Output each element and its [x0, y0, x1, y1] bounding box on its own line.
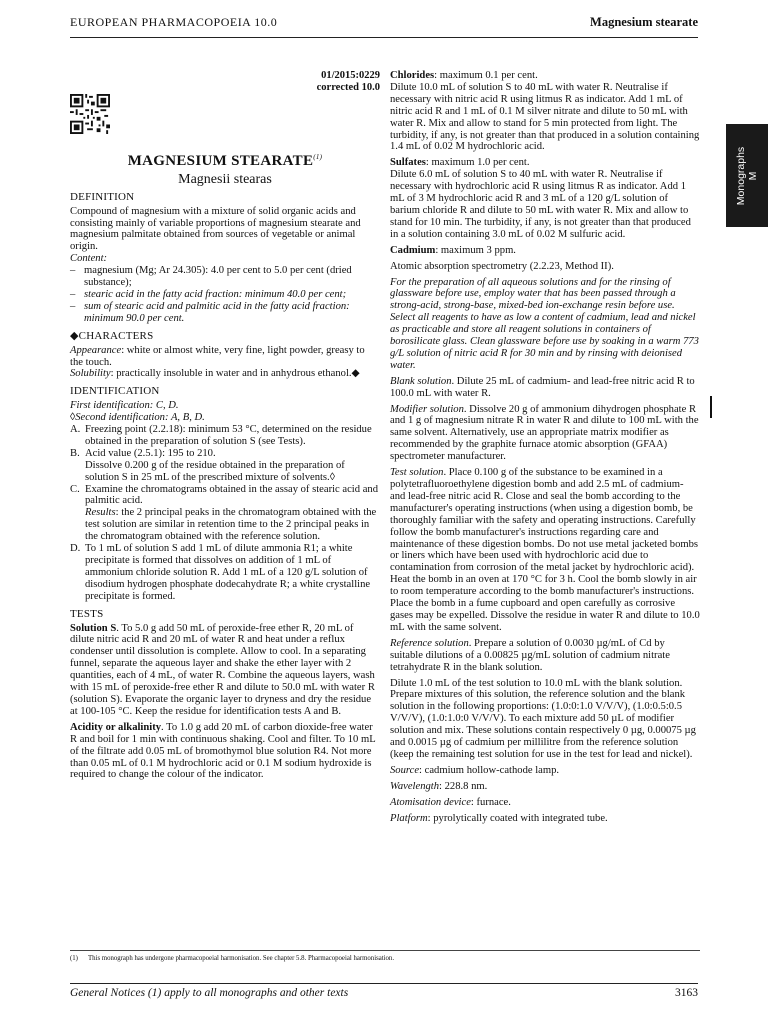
definition-text: Compound of magnesium with a mixture of solid organic acids and consisting mainly of variable proportions of magnesium stearate and magnesium palmitate obtained from sources of vegetable or animal origin. [70, 205, 361, 253]
chlorides-heading: Chlorides: maximum 0.1 per cent. [390, 70, 538, 81]
identification-c-results: Results: the 2 principal peaks in the chromatogram obtained with the test solution are similar in retention time to the 2 principal peaks in the chromatogram obtained with the reference solution. [85, 507, 377, 543]
latin-name: Magnesii stearas [178, 171, 272, 187]
monograph-correction: corrected 10.0 [316, 82, 380, 93]
first-identification: First identification: C, D. [70, 400, 179, 412]
blank-solution: Blank solution. Dilute 25 mL of cadmium- and lead-free nitric acid R to 100.0 mL with water R. [390, 375, 695, 399]
second-identification: ◊Second identification: A, B, D. [70, 412, 205, 424]
list-item: – magnesium (Mg; Ar 24.305): 4.0 per cent to 5.0 per cent (dried substance); [70, 265, 352, 289]
appearance-text: Appearance: white or almost white, very fine, light powder, greasy to the touch. [70, 344, 365, 368]
running-header-left: EUROPEAN PHARMACOPOEIA 10.0 [70, 15, 278, 29]
modifier-solution: Modifier solution. Dissolve 20 g of ammonium dihydrogen phosphate R and 1 g of magnesium nitrate R in water R and dilute to 100 mL with the same solvent. Alternatively, use an appropriate matrix modifier as recommended by the graphite furnace atomic absorption (GFAA) spectrometer manufacturer. [390, 403, 699, 463]
list-item: – stearic acid in the fatty acid fraction: minimum 40.0 per cent; [70, 288, 347, 300]
section-tab [726, 124, 768, 227]
list-item: – sum of stearic acid and palmitic acid in the fatty acid fraction: minimum 90.0 per cent. [70, 300, 350, 324]
footer-general-notices: General Notices (1) apply to all monographs and other texts [70, 987, 349, 999]
footnote: (1) This monograph has undergone pharmacopoeial harmonisation. See chapter 5.8. Pharmacopoeial harmonisation. [70, 950, 700, 963]
monograph-title: MAGNESIUM STEARATE$^{(1)}$ [127, 152, 323, 169]
right-column [390, 70, 700, 824]
title-footnote-ref: (1) [313, 152, 323, 161]
page-number: 3163 [675, 987, 698, 999]
qr-code-icon [70, 94, 110, 134]
section-heading-characters: ◆CHARACTERS [70, 329, 154, 342]
source-line: Source: cadmium hollow-cathode lamp. [390, 764, 560, 776]
test-solution: Test solution. Place 0.100 g of the substance to be examined in a polytetrafluoroethylene digestion bomb and add 2.5 mL of cadmium- and lead-free nitric acid R. Close and seal the bomb according to the manufacturer's operating instructions (when using a digestion bomb, be thoroughly familiar with the safety and operating instructions. Carefully follow the bomb manufacturer's instructions regarding care and maintenance of these digestion bombs. Do not use metal jacketed bombs or liners which have been used with hydrochloric acid due to contamination from corrosion of the metal jacket by hydrochloric acid). Heat the bomb in an oven at 170 °C for 3 h. Cool the bomb slowly in air to room temperature according to the bomb manufacturer's instructions. Place the bomb in a fume cupboard and open carefully as corrosive gases may be expelled. Dissolve the residue in water R and dilute to 10.0 mL with the same solvent. [390, 467, 700, 633]
sulfates-text: Dilute 6.0 mL of solution S to 40 mL with water R. Neutralise if necessary with hydrochloric acid R using litmus R as indicator. Add 1 mL of 3 M hydrochloric acid R and 3 mL of a 120 g/L solution of barium chloride R and dilute to 50 mL with water R. Mix and allow to stand for 10 min. The turbidity, if any, is not greater than that produced in a solution containing 3.0 mL of 0.02 M sulfuric acid. [390, 169, 691, 240]
identification-item-b: B. Acid value (2.5.1): 195 to 210. [70, 447, 216, 459]
identification-item-d: D. To 1 mL of solution S add 1 mL of dilute ammonia R1; a white precipitate is formed that dissolves on addition of 1 mL of ammonium chloride solution R. Add 1 mL of a 120 g/L solution of disodium hydrogen phosphate dodecahydrate R; a white crystalline precipitate is formed. [70, 543, 371, 602]
section-heading-definition: DEFINITION [70, 190, 135, 203]
wavelength-line: Wavelength: 228.8 nm. [390, 780, 488, 792]
cadmium-heading: Cadmium: maximum 3 ppm. [390, 244, 516, 256]
chlorides-text: Dilute 10.0 mL of solution S to 40 mL with water R. Neutralise if necessary with nitric acid R using litmus R as indicator. Add 1 mL of nitric acid R and 1 mL of 0.1 M silver nitrate and dilute to 50 mL with water R. Mix and allow to stand for 5 min protected from light. The turbidity, if any, is not greater than that produced in a solution containing 1.4 mL of 0.02 M hydrochloric acid. [390, 81, 700, 153]
running-header-right: Magnesium stearate [590, 15, 698, 29]
change-bar [710, 396, 712, 418]
aas-method: Atomic absorption spectrometry (2.2.23, Method II). [390, 260, 614, 272]
solution-s-text: Solution S. To 5.0 g add 50 mL of peroxide-free ether R, 20 mL of dilute nitric acid R and 20 mL of water R and heat under a reflux condenser until dissolution is complete. Allow to cool. In a separating funnel, separate the aqueous layer and shake the ether layer with 2 quantities, each of 4 mL, of water R. Combine the aqueous layers, wash with 15 mL of peroxide-free ether R and dilute to 50.0 mL with water R (solution S). Evaporate the organic layer to dryness and dry the residue at 100-105 °C. Keep the residue for identification tests A and B. [70, 622, 375, 717]
footer-divider [70, 983, 698, 984]
reference-solution: Reference solution. Prepare a solution of 0.0030 µg/mL of Cd by suitable dilutions of a 0.00825 µg/mL solution of cadmium nitrate tetrahydrate R in the blank solution. [390, 637, 670, 673]
solubility-text: Solubility: practically insoluble in water and in anhydrous ethanol.◆ [70, 368, 360, 380]
content-label: Content: [70, 253, 108, 265]
left-column [70, 70, 380, 781]
dilution-procedure: Dilute 1.0 mL of the test solution to 10.0 mL with the blank solution. Prepare mixtures of this solution, the reference solution and the blank solution in the following proportions: (1.0:0:1.0 V/V/V), (1.0:0.5:0.5 V/V/V), (1.0:1.0:0 V/V/V). To each mixture add 50 µL of modifier solution and mix. These solutions contain respectively 0 µg, 0.00075 µg and 0.0015 µg of cadmium per millilitre from the reference solution (keep the remaining test solution for use in the test for lead and nickel). [390, 677, 696, 760]
identification-item-c: C. Examine the chromatograms obtained in the assay of stearic acid and palmitic acid. [70, 483, 378, 507]
section-heading-tests: TESTS [70, 607, 104, 620]
atomisation-line: Atomisation device: furnace. [390, 796, 511, 808]
section-tab-label: Monographs [735, 146, 747, 205]
section-tab-letter: M [747, 171, 759, 180]
preparation-note: For the preparation of all aqueous solutions and for the rinsing of glassware before use, employ water that has been passed through a strong-acid, strong-base, mixed-bed ion-exchange resin before use. Select all reagents to have as low a content of cadmium, lead and nickel as practicable and store all reagent solutions in containers of borosilicate glass. Clean glassware before use by soaking in a warm 773 g/L solution of nitric acid R for 30 min and by rinsing with deionised water. [390, 276, 699, 371]
acidity-text: Acidity or alkalinity. To 1.0 g add 20 mL of carbon dioxide-free water R and boil for 1 min with continuous shaking. Cool and filter. To 10 mL of the filtrate add 0.05 mL of bromothymol blue solution R4. Not more than 0.05 mL of 0.1 M hydrochloric acid or 0.1 M sodium hydroxide is required to change the colour of the indicator. [70, 721, 376, 781]
monograph-number: 01/2015:0229 [321, 70, 380, 81]
section-heading-identification: IDENTIFICATION [70, 385, 160, 398]
identification-item-a: A. Freezing point (2.2.18): minimum 53 °C, determined on the residue obtained in the preparation of solution S (see Tests). [70, 424, 372, 447]
platform-line: Platform: pyrolytically coated with integrated tube. [390, 812, 608, 824]
identification-b-procedure: Dissolve 0.200 g of the residue obtained in the preparation of solution S in 25 mL of the prescribed mixture of solvents.◊ [85, 459, 345, 483]
sulfates-heading: Sulfates: maximum 1.0 per cent. [390, 157, 530, 169]
header-divider [70, 37, 698, 38]
